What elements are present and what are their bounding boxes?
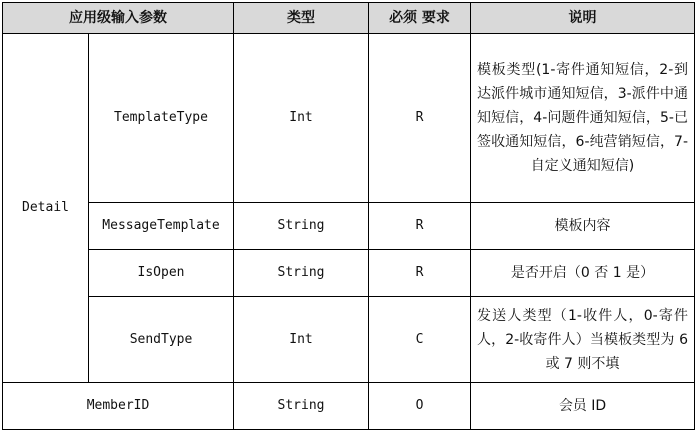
param-required: C <box>369 297 471 383</box>
param-required: R <box>369 250 471 297</box>
param-description: 模板内容 <box>471 203 695 250</box>
header-param: 应用级输入参数 <box>3 3 234 34</box>
parameter-table <box>2 2 695 430</box>
param-description: 发送人类型（1-收件人，0-寄件人，2-收寄件人）当模板类型为 6 或 7 则不填 <box>471 297 695 383</box>
table-row <box>3 34 695 203</box>
table-row <box>3 297 695 383</box>
param-name: SendType <box>89 297 234 383</box>
header-required: 必须 要求 <box>369 3 471 34</box>
param-required: O <box>369 383 471 430</box>
table-row <box>3 383 695 430</box>
param-type: String <box>234 203 369 250</box>
table-row <box>3 250 695 297</box>
param-type: String <box>234 250 369 297</box>
header-type: 类型 <box>234 3 369 34</box>
param-required: R <box>369 34 471 203</box>
table-row <box>3 203 695 250</box>
param-name: MemberID <box>3 383 234 430</box>
header-row <box>3 3 695 34</box>
param-type: String <box>234 383 369 430</box>
header-description: 说明 <box>471 3 695 34</box>
param-description: 会员 ID <box>471 383 695 430</box>
param-required: R <box>369 203 471 250</box>
param-description: 是否开启（0 否 1 是） <box>471 250 695 297</box>
param-description: 模板类型(1-寄件通知短信，2-到达派件城市通知短信，3-派件中通知短信，4-问题件通知短信，5-已签收通知短信，6-纯营销短信，7-自定义通知短信) <box>471 34 695 203</box>
param-type: Int <box>234 297 369 383</box>
group-name-detail: Detail <box>3 34 89 383</box>
param-name: MessageTemplate <box>89 203 234 250</box>
param-name: IsOpen <box>89 250 234 297</box>
param-type: Int <box>234 34 369 203</box>
param-name: TemplateType <box>89 34 234 203</box>
